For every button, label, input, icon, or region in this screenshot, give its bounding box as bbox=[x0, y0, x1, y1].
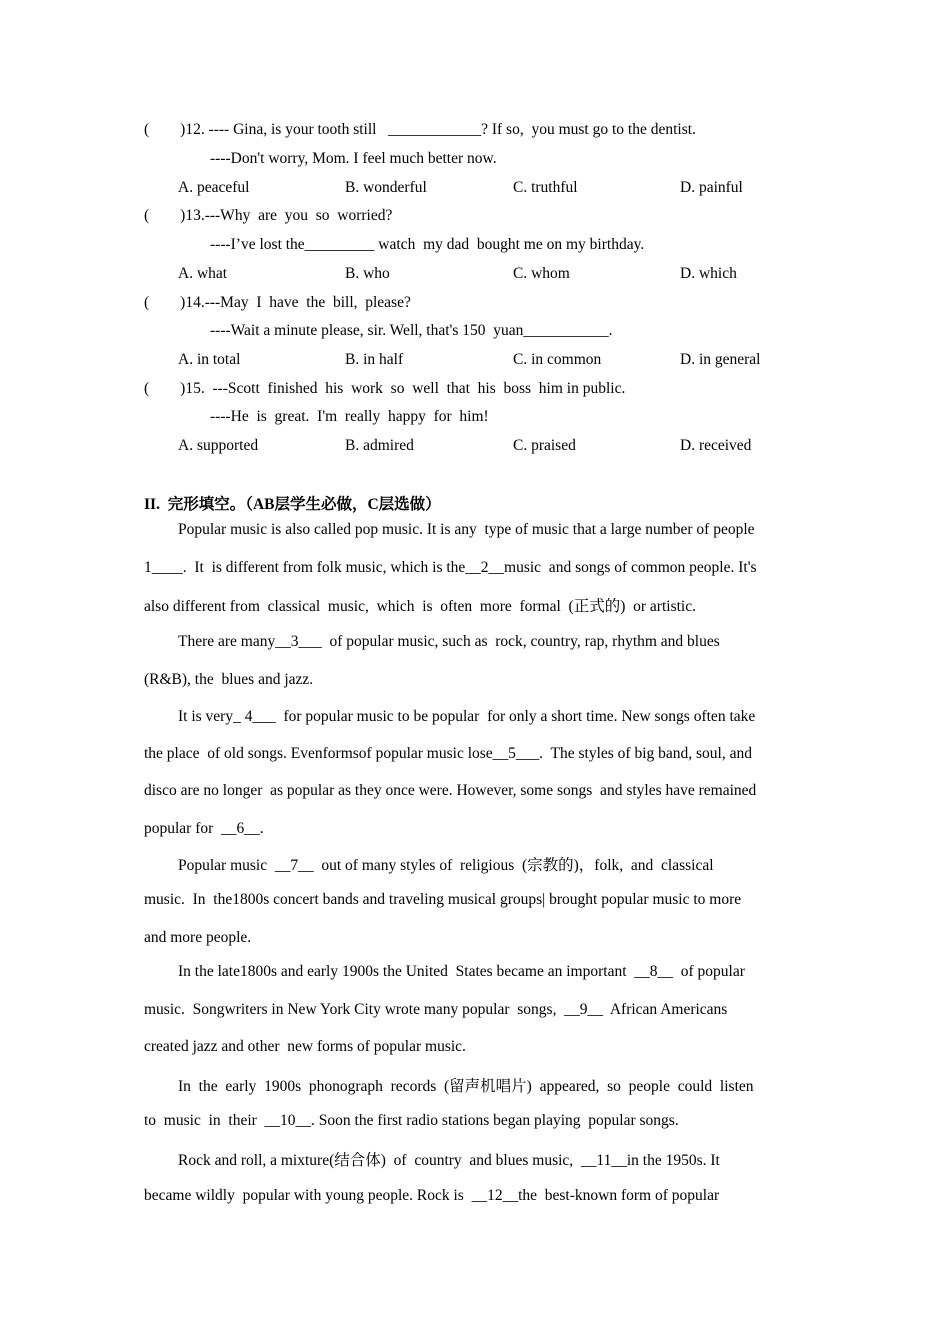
question-12-options bbox=[178, 178, 798, 198]
question-12-response: ----Don't worry, Mom. I feel much better now. bbox=[210, 150, 497, 167]
question-12-prompt: ( )12. ---- Gina, is your tooth still ____________? If so, you must go to the dentist. bbox=[144, 121, 696, 138]
question-15-prompt: ( )15. ---Scott finished his work so well that his boss him in public. bbox=[144, 380, 626, 397]
option-b: B. admired bbox=[345, 437, 414, 454]
passage-line: the place of old songs. Evenformsof popular music lose__5___. The styles of big band, soul, and bbox=[144, 745, 752, 762]
option-b: B. who bbox=[345, 265, 390, 282]
question-14-options bbox=[178, 350, 798, 370]
passage-line: There are many__3___ of popular music, such as rock, country, rap, rhythm and blues bbox=[178, 633, 720, 650]
option-a: A. what bbox=[178, 265, 228, 282]
option-d: D. painful bbox=[680, 179, 743, 196]
option-d: D. received bbox=[680, 437, 752, 454]
passage-line: In the early 1900s phonograph records (留声机唱片) appeared, so people could listen bbox=[178, 1078, 754, 1095]
passage-line: Popular music __7__ out of many styles of religious (宗教的)，folk, and classical bbox=[178, 857, 714, 874]
section-heading: II. 完形填空。（AB层学生必做，C层选做） bbox=[144, 496, 441, 513]
passage-line: It is very_ 4___ for popular music to be popular for only a short time. New songs often take bbox=[178, 708, 756, 725]
passage-line: (R&B), the blues and jazz. bbox=[144, 671, 314, 688]
passage-line: music. Songwriters in New York City wrote many popular songs, __9__ African Americans bbox=[144, 1001, 728, 1018]
option-c: C. truthful bbox=[513, 179, 578, 196]
option-a: A. in total bbox=[178, 351, 241, 368]
passage-line: to music in their __10__. Soon the first radio stations began playing popular songs. bbox=[144, 1112, 679, 1129]
question-13-options bbox=[178, 264, 798, 284]
question-14-prompt: ( )14.---May I have the bill, please? bbox=[144, 294, 411, 311]
passage-line: Popular music is also called pop music. It is any type of music that a large number of people bbox=[178, 521, 755, 538]
passage-line: disco are no longer as popular as they once were. However, some songs and styles have remained bbox=[144, 782, 757, 799]
passage-line: created jazz and other new forms of popular music. bbox=[144, 1038, 466, 1055]
question-15-options bbox=[178, 436, 798, 456]
option-c: C. praised bbox=[513, 437, 576, 454]
option-c: C. in common bbox=[513, 351, 602, 368]
option-b: B. wonderful bbox=[345, 179, 427, 196]
option-d: D. which bbox=[680, 265, 737, 282]
question-14-response: ----Wait a minute please, sir. Well, that's 150 yuan___________. bbox=[210, 322, 613, 339]
question-15-response: ----He is great. I'm really happy for him! bbox=[210, 408, 489, 425]
passage-line: and more people. bbox=[144, 929, 252, 946]
option-c: C. whom bbox=[513, 265, 570, 282]
option-a: A. supported bbox=[178, 437, 259, 454]
question-13-prompt: ( )13.---Why are you so worried? bbox=[144, 207, 393, 224]
passage-line: popular for __6__. bbox=[144, 820, 264, 837]
passage-line: 1____. It is different from folk music, which is the__2__music and songs of common people. It's bbox=[144, 559, 757, 576]
passage-line: In the late1800s and early 1900s the United States became an important __8__ of popular bbox=[178, 963, 745, 980]
passage-line: Rock and roll, a mixture(结合体) of country and blues music, __11__in the 1950s. It bbox=[178, 1152, 720, 1169]
option-a: A. peaceful bbox=[178, 179, 250, 196]
question-13-response: ----I’ve lost the_________ watch my dad bought me on my birthday. bbox=[210, 236, 645, 253]
passage-line: also different from classical music, which is often more formal (正式的) or artistic. bbox=[144, 598, 696, 615]
option-b: B. in half bbox=[345, 351, 404, 368]
passage-line: became wildly popular with young people. Rock is __12__the best-known form of popular bbox=[144, 1187, 720, 1204]
option-d: D. in general bbox=[680, 351, 761, 368]
passage-line: music. In the1800s concert bands and traveling musical groups| brought popular music to more bbox=[144, 891, 742, 908]
